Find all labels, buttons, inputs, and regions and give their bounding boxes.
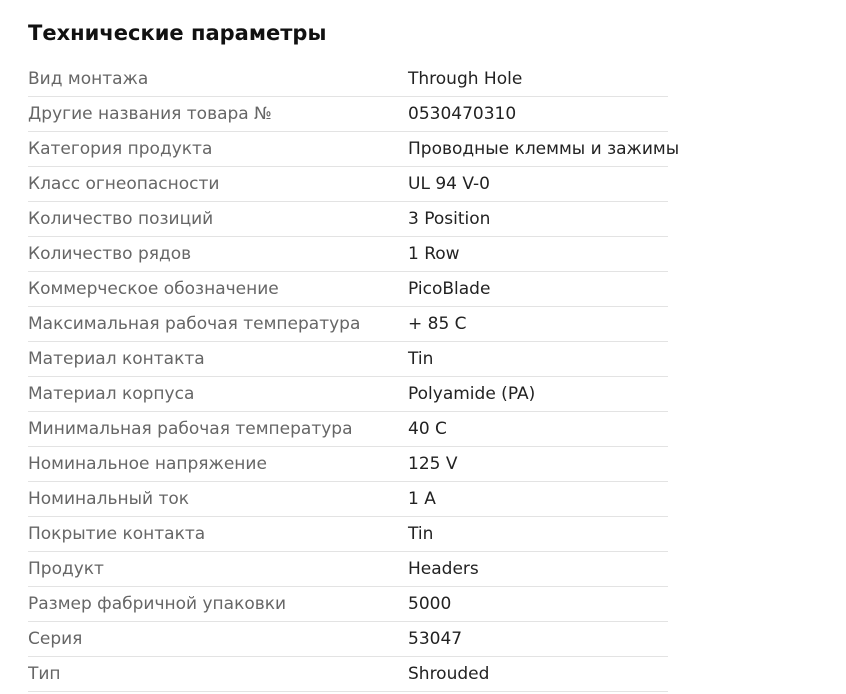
spec-value: 0530470310 <box>408 104 517 124</box>
spec-value: 1 A <box>408 489 436 509</box>
spec-row <box>28 517 668 552</box>
spec-row <box>28 377 668 412</box>
spec-row <box>28 587 668 622</box>
spec-value: 5000 <box>408 594 452 614</box>
spec-row <box>28 342 668 377</box>
spec-row <box>28 307 668 342</box>
spec-value: PicoBlade <box>408 279 491 299</box>
spec-name: Класс огнеопасности <box>28 174 220 194</box>
spec-name: Покрытие контакта <box>28 524 206 544</box>
spec-value: 125 V <box>408 454 458 474</box>
spec-value: UL 94 V-0 <box>408 174 490 194</box>
spec-row <box>28 552 668 587</box>
spec-value: Shrouded <box>408 664 490 684</box>
spec-name: Другие названия товара № <box>28 104 272 124</box>
spec-value: Проводные клеммы и зажимы <box>408 139 680 159</box>
spec-value: 53047 <box>408 629 463 649</box>
section-title: Технические параметры <box>28 21 327 45</box>
spec-row <box>28 97 668 132</box>
spec-row <box>28 237 668 272</box>
spec-row <box>28 202 668 237</box>
spec-row <box>28 622 668 657</box>
spec-value: 3 Position <box>408 209 491 229</box>
spec-row <box>28 447 668 482</box>
spec-name: Количество рядов <box>28 244 192 264</box>
spec-value: Headers <box>408 559 479 579</box>
spec-name: Номинальный ток <box>28 489 190 509</box>
spec-row <box>28 272 668 307</box>
spec-row <box>28 412 668 447</box>
spec-value: Tin <box>408 349 434 369</box>
spec-table <box>28 62 680 692</box>
spec-value: + 85 C <box>408 314 467 334</box>
spec-row <box>28 482 668 517</box>
spec-name: Категория продукта <box>28 139 213 159</box>
spec-value: 1 Row <box>408 244 460 264</box>
spec-name: Вид монтажа <box>28 69 149 89</box>
spec-name: Материал контакта <box>28 349 205 369</box>
spec-value: Tin <box>408 524 434 544</box>
spec-name: Количество позиций <box>28 209 214 229</box>
spec-row <box>28 132 680 167</box>
spec-name: Минимальная рабочая температура <box>28 419 353 439</box>
spec-value: Through Hole <box>408 69 523 89</box>
spec-name: Тип <box>28 664 61 684</box>
spec-name: Серия <box>28 629 83 649</box>
spec-name: Продукт <box>28 559 104 579</box>
spec-name: Материал корпуса <box>28 384 195 404</box>
spec-name: Номинальное напряжение <box>28 454 267 474</box>
spec-row <box>28 167 668 202</box>
spec-name: Коммерческое обозначение <box>28 279 279 299</box>
spec-name: Размер фабричной упаковки <box>28 594 287 614</box>
spec-row <box>28 62 668 97</box>
spec-value: Polyamide (PA) <box>408 384 536 404</box>
spec-value: 40 C <box>408 419 447 439</box>
spec-row <box>28 657 668 692</box>
spec-name: Максимальная рабочая температура <box>28 314 361 334</box>
